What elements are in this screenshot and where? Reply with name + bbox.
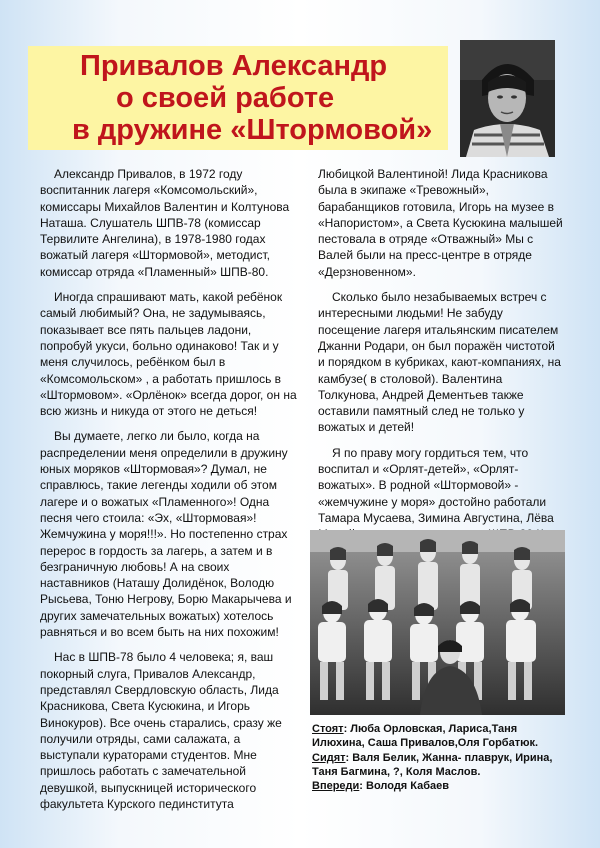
caption-front: [312, 779, 570, 793]
caption-front-label: Впереди: [312, 780, 360, 793]
caption-sitting-label: Сидят: [312, 751, 346, 764]
paragraph: Александр Привалов, в 1972 году воспитанник лагеря «Комсомольский», комиссары Михайлов Валентин и Колтунова Наташа. Слушатель ШПВ-78 (комиссар Тервилите Ангелина), в 1978-1980 годах вожатый лагеря «Штормовой», методист, комиссар отряда «Пламенный» ШПВ-80.: [40, 167, 290, 279]
paragraph: Вы думаете, легко ли было, когда на распределении меня определили в дружину юных моряков «Штормовая»? Думал, не справлюсь, такие легенды ходили об этом лагере и о вожатых «Пламенного»! Одна песня чего стоила: «Эх, «Штормовая»! Жемчужина у моря!!!». Но постепенно страх перерос в гордость за лагерь, а затем и в безграничную любовь! А на своих наставников (Наташу Долидёнок, Володю Рысьева, Тоню Негрову, Борю Макарычева и других замечательных вожатых) хотелось равняться и во всем быть на них похожим!: [40, 429, 292, 640]
title-line-2: о своей работе: [116, 82, 335, 114]
caption-front-text: : Володя Кабаев: [359, 780, 450, 793]
group-photo-illustration: [310, 530, 565, 715]
title-box: [28, 46, 448, 150]
left-column: [40, 166, 298, 821]
right-column: [318, 166, 564, 584]
title-line-3: в дружине «Штормовой»: [72, 114, 433, 146]
caption-sitting: [312, 751, 570, 780]
paragraph: Любицкой Валентиной! Лида Красникова была в экипаже «Тревожный», барабанщиков готовила, Игорь на музее в «Напористом», а Света Кусюкина малышей пестовала в отряде «Отважный» Мы с Валей были на пресс-центре в отряде «Дерзновенном».: [318, 167, 563, 279]
portrait-photo: [460, 40, 555, 157]
paragraph: Я по праву могу гордиться тем, что воспитал и «Орлят-детей», «Орлят-вожатых». В родной «Штормовой» - «жемчужине у моря» достойно работали Тамара Мусаева, Зимина Августина, Лёва: [318, 445, 554, 525]
paragraph: Иногда спрашивают мать, какой ребёнок самый любимый? Она, не задумываясь, показывает все пять пальцев ладони, попробуй укуси, больно одинаково! Так и у меня случилось, ребёнком был в «Комсомольском» , а работать пришлось в «Штормовом». «Орлёнок» всегда дорог, он на всю жизнь и никуда от этого не деться!: [40, 290, 297, 419]
paragraph: Нас в ШПВ-78 было 4 человека; я, ваш покорный слуга, Привалов Александр, представлял Свердловскую область, Лида Красникова, Света Кусюкина, и Игорь Винокуров). Все очень старались, сразу же получили отряды, сами салажата, а выступали кураторами студентов. Мне пришлось работать с замечательной девушкой, выпускницей исторического факультета Курского пединститута: [40, 650, 282, 811]
group-photo: [310, 530, 565, 715]
caption-standing: [312, 722, 570, 751]
title-line-1: Привалов Александр: [80, 50, 388, 82]
caption-standing-text: : Люба Орловская, Лариса,Таня Илюхина, Саша Привалов,Оля Горбатюк.: [312, 723, 539, 750]
caption-standing-label: Стоят: [312, 723, 344, 735]
paragraph: Сколько было незабываемых встреч с интересными людьми! Не забуду посещение лагеря итальянским писателем Джанни Родари, он был поражён чистотой и порядком в кубриках, кают-компаниях, на камбузе( в столовой). Валентина Толкунова, Андрей Дементьев также оставили памятный след не только у вожатых и детей!: [318, 290, 561, 435]
photo-caption: [312, 722, 570, 793]
portrait-illustration: [460, 40, 555, 157]
caption-sitting-text: : Валя Белик, Жанна- плаврук, Ирина, Таня Багмина, ?, Коля Маслов.: [312, 751, 553, 778]
